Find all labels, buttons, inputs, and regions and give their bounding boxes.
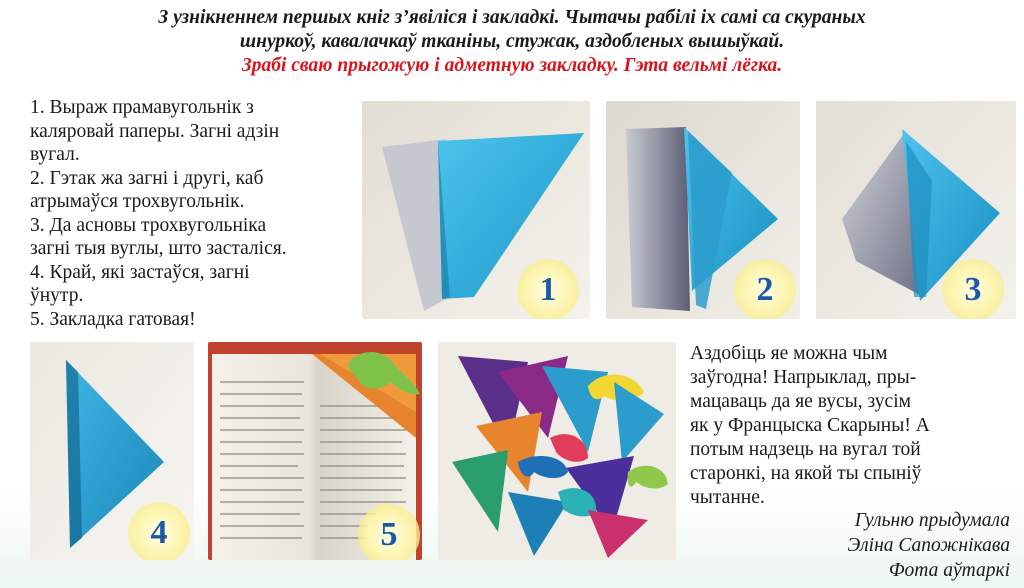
- step-number-badge: [734, 259, 796, 319]
- colorful-bookmarks-illustration: [438, 342, 676, 560]
- instruction-line: загні тыя вуглы, што засталіся.: [30, 238, 287, 259]
- instruction-line: атрымаўся трохвугольнік.: [30, 191, 245, 212]
- tip-line: потым надзець на вугал той: [690, 439, 921, 460]
- tip-line: старонкі, на якой ты спыніў: [690, 463, 922, 484]
- step-number: 5: [380, 516, 398, 553]
- intro-call-to-action: Зрабі сваю прыгожую і адметную закладку. Гэта вельмі лёгка.: [241, 55, 783, 76]
- step-number-badge: [128, 502, 190, 560]
- step-number-badge: [358, 504, 420, 560]
- author-credits: [848, 508, 1010, 583]
- instruction-line: 2. Гэтак жа загні і другі, каб: [30, 167, 264, 189]
- credit-line-name: Эліна Сапожнікава: [847, 535, 1010, 556]
- tip-line: мацаваць да яе вусы, зусім: [690, 391, 911, 412]
- step-number-badge: [517, 259, 579, 319]
- instruction-line: вугал.: [30, 144, 80, 165]
- instruction-line: ўнутр.: [30, 285, 84, 306]
- instructions-list: [30, 96, 355, 331]
- tip-line: Аздобіць яе можна чым: [690, 343, 888, 364]
- step-number: 1: [539, 271, 557, 308]
- tip-line: як у Францыска Скарыны! А: [690, 415, 930, 436]
- tip-line: заўгодна! Напрыклад, пры-: [690, 367, 917, 388]
- bookmarks-collection-photo: [438, 342, 676, 560]
- instruction-line: 3. Да асновы трохвугольніка: [30, 214, 267, 236]
- intro-text: [0, 6, 1024, 78]
- step-photo-4: [30, 342, 194, 560]
- instruction-line: 5. Закладка гатовая!: [30, 308, 196, 330]
- decoration-tip-text: [690, 342, 1016, 510]
- instruction-line: каляровай паперы. Загні адзін: [30, 120, 280, 142]
- step-number: 4: [150, 514, 168, 551]
- tip-line: чытанне.: [690, 487, 765, 508]
- step-number: 2: [756, 271, 774, 308]
- step-photo-1: [362, 101, 590, 319]
- instruction-line: 4. Край, які застаўся, загні: [30, 261, 250, 283]
- step-photo-5: [208, 342, 422, 560]
- credit-line-photo: Фота аўтаркі: [888, 560, 1010, 581]
- step-number-badge: [942, 259, 1004, 319]
- instruction-line: 1. Выраж прамавугольнік з: [30, 97, 254, 118]
- step-photo-3: [816, 101, 1016, 319]
- credit-line-author: Гульню прыдумала: [854, 510, 1010, 531]
- step-photo-2: [606, 101, 800, 319]
- intro-line-1: З узнікненнем першых кніг з’явіліся і закладкі. Чытачы рабілі іх самі са скураных: [158, 7, 866, 28]
- intro-line-2: шнуркоў, кавалачкаў тканіны, стужак, аздобленых вышыўкай.: [239, 31, 785, 52]
- step-number: 3: [964, 271, 982, 308]
